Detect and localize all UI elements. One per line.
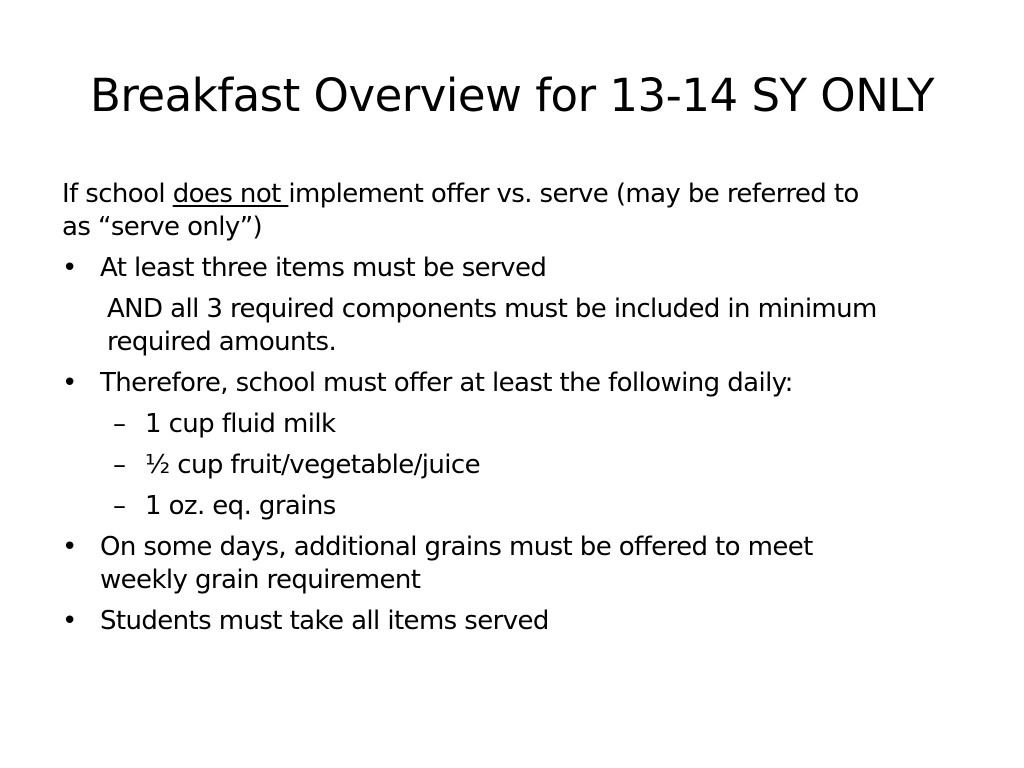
sub-paragraph-line-1: AND all 3 required components must be included in minimum [107,294,877,324]
bullet-text: Therefore, school must offer at least the following daily: [100,368,793,398]
intro-text-a: If school [62,179,173,209]
dash-icon: – [113,409,126,439]
slide-body [62,178,972,646]
bullet-text-line-2: weekly grain requirement [100,565,421,595]
bullet-item [62,605,972,638]
bullet-dot-icon: • [62,368,77,398]
slide-title: Breakfast Overview for 13-14 SY ONLY [90,69,934,122]
sub-paragraph-line-2: required amounts. [107,327,337,357]
sub-bullet-item [62,449,972,482]
bullet-item [62,367,972,400]
dash-icon: – [113,491,126,521]
intro-underlined-text: does not [172,179,289,209]
sub-bullet-text: 1 oz. eq. grains [145,491,336,521]
bullet-dot-icon: • [62,532,77,562]
intro-line-2: as “serve only”) [62,212,263,242]
bullet-text: Students must take all items served [100,606,549,636]
sub-bullet-item [62,408,972,441]
sub-bullet-item [62,490,972,523]
sub-bullet-text: ½ cup fruit/vegetable/juice [145,450,481,480]
sub-paragraph [62,293,972,359]
intro-paragraph [62,178,972,244]
bullet-dot-icon: • [62,606,77,636]
bullet-item [62,531,972,597]
bullet-item [62,252,972,285]
bullet-text: At least three items must be served [100,253,547,283]
intro-line-1 [62,178,972,211]
dash-icon: – [113,450,126,480]
sub-bullet-text: 1 cup fluid milk [145,409,336,439]
bullet-dot-icon: • [62,253,77,283]
intro-text-b: implement offer vs. serve (may be referred to [288,179,859,209]
bullet-text-line-1: On some days, additional grains must be offered to meet [100,532,813,562]
